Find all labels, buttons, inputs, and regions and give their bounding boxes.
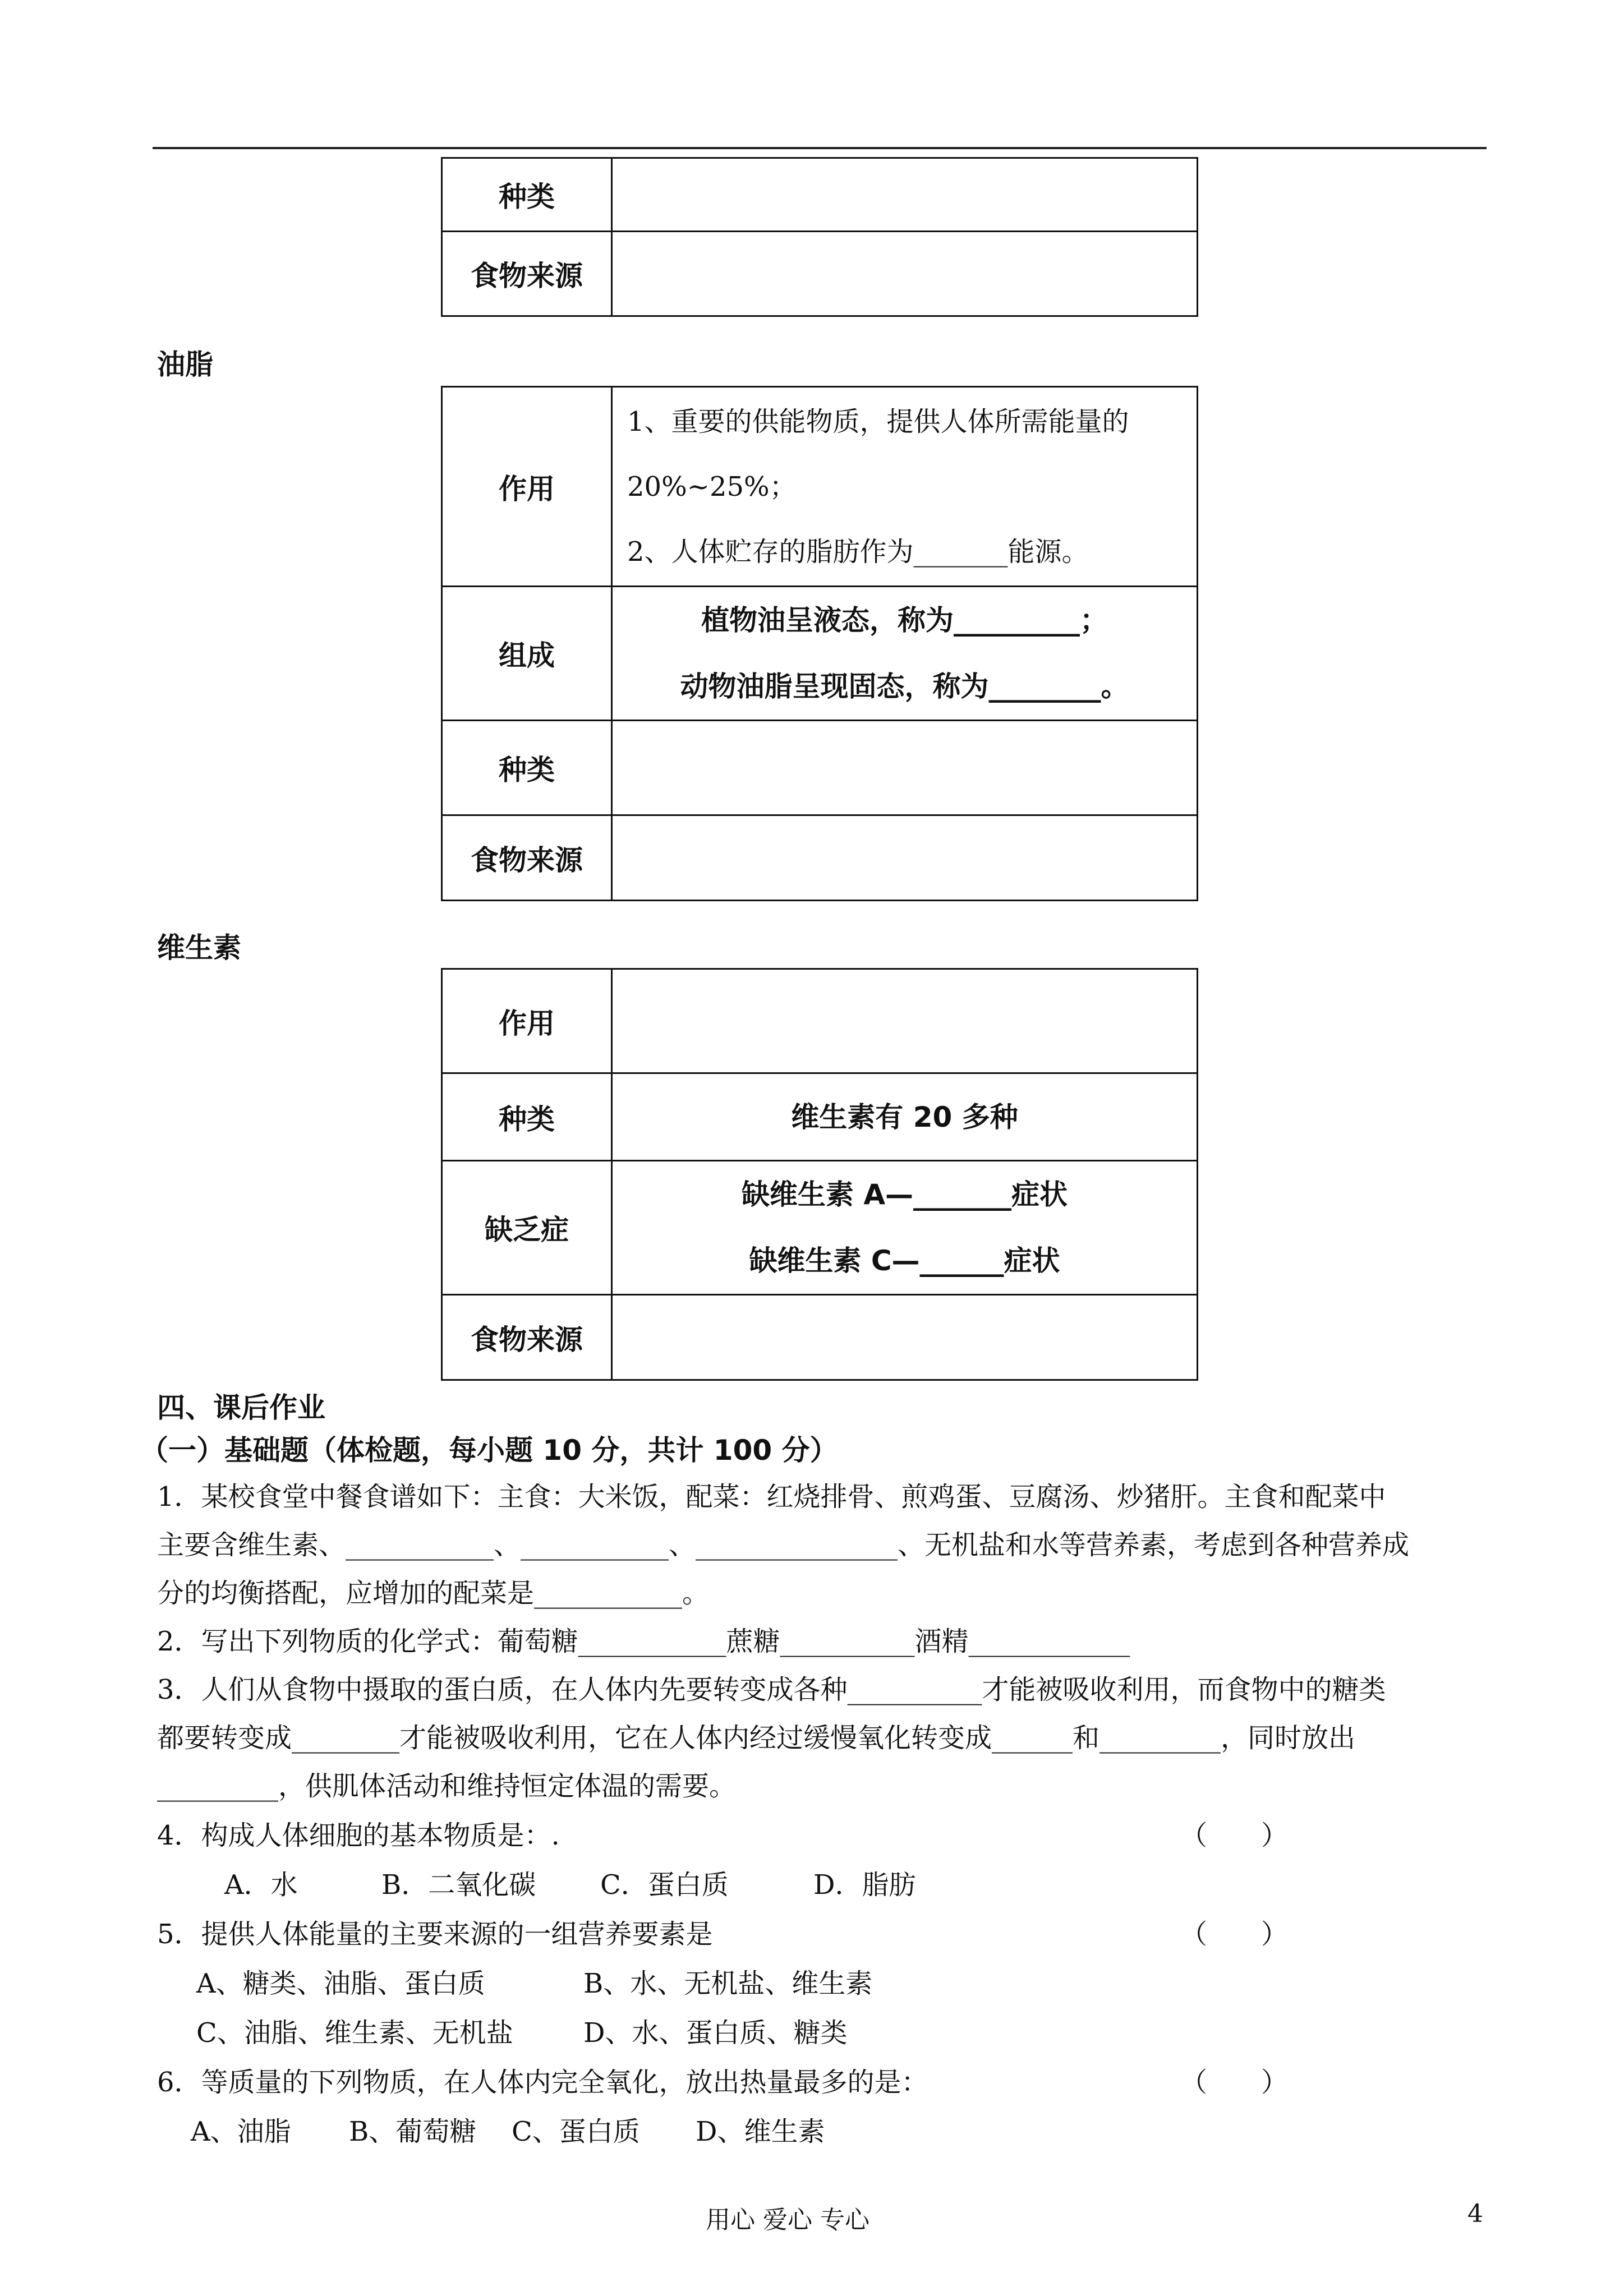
q4-stem: 4．构成人体细胞的基本物质是：. — [157, 1820, 560, 1851]
row-label: 缺乏症 — [442, 1161, 612, 1295]
row-label: 作用 — [442, 387, 612, 587]
text-line: 2、人体贮存的脂肪作为_______能源。 — [627, 536, 1089, 568]
table-row — [442, 969, 1198, 1073]
q5-answer-paren: （ ） — [1180, 1919, 1289, 1950]
q6-option-c: C、蛋白质 — [512, 2116, 640, 2147]
text-line: 植物油呈液态，称为_________； — [701, 604, 1108, 637]
vitamin-table — [441, 968, 1198, 1381]
q1-line-3: 分的均衡搭配，应增加的配菜是___________。 — [157, 1578, 710, 1609]
table-row — [442, 387, 1198, 587]
q3-line-2: 都要转变成________才能被吸收利用，它在人体内经过缓慢氧化转变成______和_________，同时放出 — [157, 1722, 1356, 1754]
q4-option-d: D．脂肪 — [813, 1869, 916, 1901]
q3-line-1: 3．人们从食物中摄取的蛋白质，在人体内先要转变成各种__________才能被吸收利用，而食物中的糖类 — [157, 1674, 1386, 1705]
row-value — [612, 969, 1198, 1073]
row-value — [612, 1161, 1198, 1295]
q4-option-c: C．蛋白质 — [600, 1869, 729, 1901]
q3-line-3: _________，供肌体活动和维持恒定体温的需要。 — [157, 1771, 737, 1802]
row-value — [612, 387, 1198, 587]
q5-option-c: C、油脂、维生素、无机盐 — [196, 2017, 513, 2049]
text-line: 缺维生素 A—_______症状 — [741, 1178, 1068, 1211]
table-row — [442, 232, 1198, 316]
q6-option-a: A、油脂 — [191, 2116, 291, 2147]
table-row — [442, 1295, 1198, 1380]
row-label: 作用 — [442, 969, 612, 1073]
q5-option-d: D、水、蛋白质、糖类 — [583, 2017, 848, 2049]
table-row — [442, 1073, 1198, 1161]
row-label: 食物来源 — [442, 815, 612, 901]
q2-line: 2．写出下列物质的化学式：葡萄糖___________蔗糖__________酒精____________ — [157, 1626, 1130, 1657]
q4-option-a: A．水 — [224, 1869, 298, 1901]
q4-answer-paren: （ ） — [1180, 1820, 1289, 1851]
row-value: 维生素有 20 多种 — [612, 1073, 1198, 1161]
homework-heading: 四、课后作业 — [157, 1391, 325, 1424]
row-value — [612, 158, 1198, 232]
q6-option-b: B、葡萄糖 — [349, 2116, 477, 2147]
row-label: 组成 — [442, 587, 612, 721]
row-value — [612, 815, 1198, 901]
q5-option-a: A、糖类、油脂、蛋白质 — [196, 1968, 485, 1999]
row-label: 食物来源 — [442, 1295, 612, 1380]
text-line: 20%~25%； — [627, 471, 797, 502]
homework-subheading: （一）基础题（体检题，每小题 10 分，共计 100 分） — [140, 1434, 838, 1467]
text-line: 1、重要的供能物质，提供人体所需能量的 — [627, 405, 1129, 437]
text-line: 缺维生素 C—______症状 — [749, 1244, 1060, 1277]
row-value — [612, 232, 1198, 316]
q1-line-1: 1．某校食堂中餐食谱如下：主食：大米饭，配菜：红烧排骨、煎鸡蛋、豆腐汤、炒猪肝。主食和配菜中 — [157, 1481, 1386, 1513]
row-value — [612, 721, 1198, 815]
section-heading-fat: 油脂 — [157, 348, 213, 381]
q5-option-b: B、水、无机盐、维生素 — [583, 1968, 873, 1999]
fat-table — [441, 386, 1198, 901]
table-row — [442, 158, 1198, 232]
row-label: 种类 — [442, 1073, 612, 1161]
q6-stem: 6．等质量的下列物质，在人体内完全氧化，放出热量最多的是： — [157, 2067, 928, 2098]
row-label: 种类 — [442, 158, 612, 232]
q4-option-b: B．二氧化碳 — [381, 1869, 536, 1901]
q5-stem: 5．提供人体能量的主要来源的一组营养要素是 — [157, 1919, 713, 1950]
q6-answer-paren: （ ） — [1180, 2067, 1289, 2098]
row-label: 食物来源 — [442, 232, 612, 316]
table-row — [442, 587, 1198, 721]
page-number: 4 — [1467, 2200, 1483, 2228]
q6-option-d: D、维生素 — [696, 2116, 825, 2147]
row-value — [612, 1295, 1198, 1380]
row-value — [612, 587, 1198, 721]
table-row — [442, 1161, 1198, 1295]
section-heading-vitamin: 维生素 — [157, 932, 241, 964]
row-label: 种类 — [442, 721, 612, 815]
q1-line-2: 主要含维生素、___________、___________、_______________、无机盐和水等营养素，考虑到各种营养成 — [157, 1529, 1410, 1561]
page-footer: 用心 爱心 专心 — [706, 2206, 869, 2234]
header-rule — [153, 147, 1487, 149]
text-line: 动物油脂呈现固态，称为________。 — [680, 670, 1129, 703]
table-row — [442, 721, 1198, 815]
table-row — [442, 815, 1198, 901]
table-continued — [441, 157, 1198, 317]
